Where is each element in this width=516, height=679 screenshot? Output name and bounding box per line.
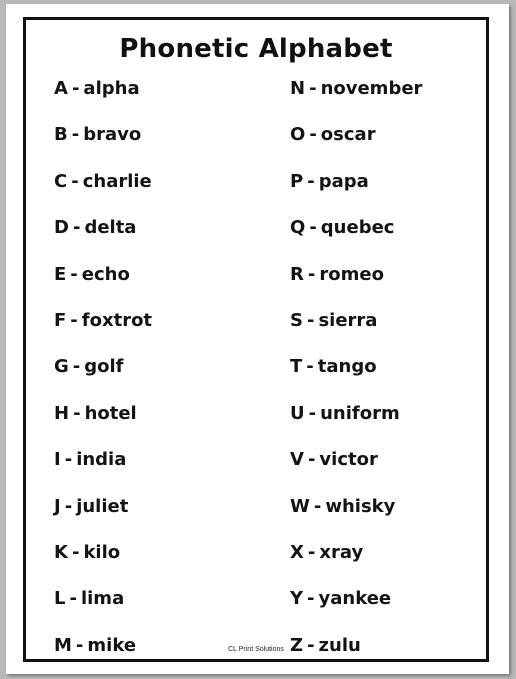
alphabet-entry <box>54 215 274 261</box>
entry-letter: V <box>290 449 304 471</box>
entry-separator: - <box>72 356 81 378</box>
entry-word: romeo <box>319 263 384 285</box>
alphabet-entry <box>290 169 510 215</box>
alphabet-entry <box>290 215 510 261</box>
footer-credit: CL Print Solutions <box>228 646 284 653</box>
alphabet-entry <box>290 586 510 632</box>
alphabet-entry <box>54 262 274 308</box>
entry-word: sierra <box>318 309 378 331</box>
alphabet-entry <box>54 354 274 400</box>
entry-word: kilo <box>83 541 121 563</box>
entry-letter: S <box>290 309 303 331</box>
entry-word: juliet <box>76 495 129 517</box>
entry-separator: - <box>307 170 315 192</box>
entry-word: foxtrot <box>81 309 153 331</box>
entry-letter: B <box>54 124 68 146</box>
alphabet-entry <box>54 633 274 679</box>
entry-word: yankee <box>318 588 392 610</box>
poster-border <box>23 17 489 662</box>
entry-letter: G <box>54 356 69 378</box>
entry-word: papa <box>318 170 369 192</box>
entry-word: tango <box>317 356 377 378</box>
entry-separator: - <box>308 402 317 424</box>
entry-letter: Y <box>290 588 304 610</box>
entry-separator: - <box>307 634 315 656</box>
entry-word: xray <box>319 541 364 563</box>
entry-separator: - <box>307 449 316 471</box>
entry-separator: - <box>306 309 315 331</box>
alphabet-entry <box>290 122 510 168</box>
entry-letter: C <box>54 170 68 192</box>
entry-word: quebec <box>320 217 395 239</box>
entry-letter: L <box>54 588 66 610</box>
alphabet-entry <box>54 169 274 215</box>
poster-title: Phonetic Alphabet <box>119 34 393 64</box>
alphabet-entry <box>54 76 274 122</box>
entry-separator: - <box>309 78 317 99</box>
entry-letter: Q <box>290 217 306 239</box>
entry-separator: - <box>71 170 79 192</box>
entry-letter: M <box>54 634 72 656</box>
entry-word: victor <box>319 449 378 471</box>
alphabet-entry <box>290 633 510 679</box>
entry-letter: T <box>290 356 303 378</box>
entry-separator: - <box>309 217 317 239</box>
entry-separator: - <box>71 78 80 99</box>
entry-separator: - <box>70 263 78 285</box>
entry-separator: - <box>71 541 80 563</box>
poster-page <box>6 4 509 674</box>
entry-separator: - <box>75 634 84 656</box>
entry-separator: - <box>71 124 80 146</box>
alphabet-entry <box>290 308 510 354</box>
alphabet-entry <box>290 262 510 308</box>
entry-separator: - <box>64 449 73 471</box>
entry-letter: N <box>290 78 306 99</box>
alphabet-entry <box>290 354 510 400</box>
entry-word: alpha <box>83 78 140 99</box>
entry-letter: D <box>54 217 69 239</box>
alphabet-entry <box>54 540 274 586</box>
entry-letter: Z <box>290 634 304 656</box>
alphabet-entry <box>54 308 274 354</box>
entry-letter: W <box>290 495 310 517</box>
alphabet-entry <box>54 122 274 168</box>
entry-word: india <box>76 449 127 471</box>
alphabet-entry <box>54 447 274 493</box>
entry-separator: - <box>72 217 81 239</box>
entry-separator: - <box>70 309 78 331</box>
entry-letter: E <box>54 263 67 285</box>
entry-letter: F <box>54 309 67 331</box>
entry-word: delta <box>84 217 137 239</box>
entry-letter: I <box>54 449 61 471</box>
alphabet-entry <box>290 76 510 122</box>
entry-word: charlie <box>82 170 152 192</box>
entry-word: bravo <box>83 124 142 146</box>
entry-word: zulu <box>318 634 361 656</box>
entry-separator: - <box>307 263 316 285</box>
entry-separator: - <box>69 588 77 610</box>
entry-word: hotel <box>84 402 137 424</box>
entry-word: november <box>320 78 423 99</box>
entry-separator: - <box>307 588 315 610</box>
entry-word: uniform <box>320 402 400 424</box>
entry-separator: - <box>64 495 73 517</box>
entry-word: whisky <box>325 495 396 517</box>
entry-letter: K <box>54 541 68 563</box>
right-column <box>290 76 510 679</box>
alphabet-entry <box>290 447 510 493</box>
entry-word: oscar <box>320 124 376 146</box>
alphabet-entry <box>290 540 510 586</box>
entry-word: mike <box>87 634 137 656</box>
entry-letter: A <box>54 78 68 99</box>
entry-letter: U <box>290 402 305 424</box>
entry-letter: X <box>290 541 304 563</box>
entry-separator: - <box>309 124 317 146</box>
alphabet-entry <box>290 494 510 540</box>
entry-separator: - <box>313 495 322 517</box>
left-column <box>54 76 274 679</box>
entry-word: echo <box>81 263 130 285</box>
entry-separator: - <box>306 356 314 378</box>
alphabet-entry <box>54 494 274 540</box>
alphabet-entry <box>54 586 274 632</box>
entry-separator: - <box>73 402 81 424</box>
entry-letter: O <box>290 124 306 146</box>
entry-letter: P <box>290 170 304 192</box>
entry-separator: - <box>307 541 316 563</box>
entry-letter: R <box>290 263 304 285</box>
entry-letter: J <box>54 495 61 517</box>
alphabet-entry <box>54 401 274 447</box>
entry-word: golf <box>84 356 124 378</box>
alphabet-entry <box>290 401 510 447</box>
entry-word: lima <box>80 588 125 610</box>
entry-letter: H <box>54 402 70 424</box>
